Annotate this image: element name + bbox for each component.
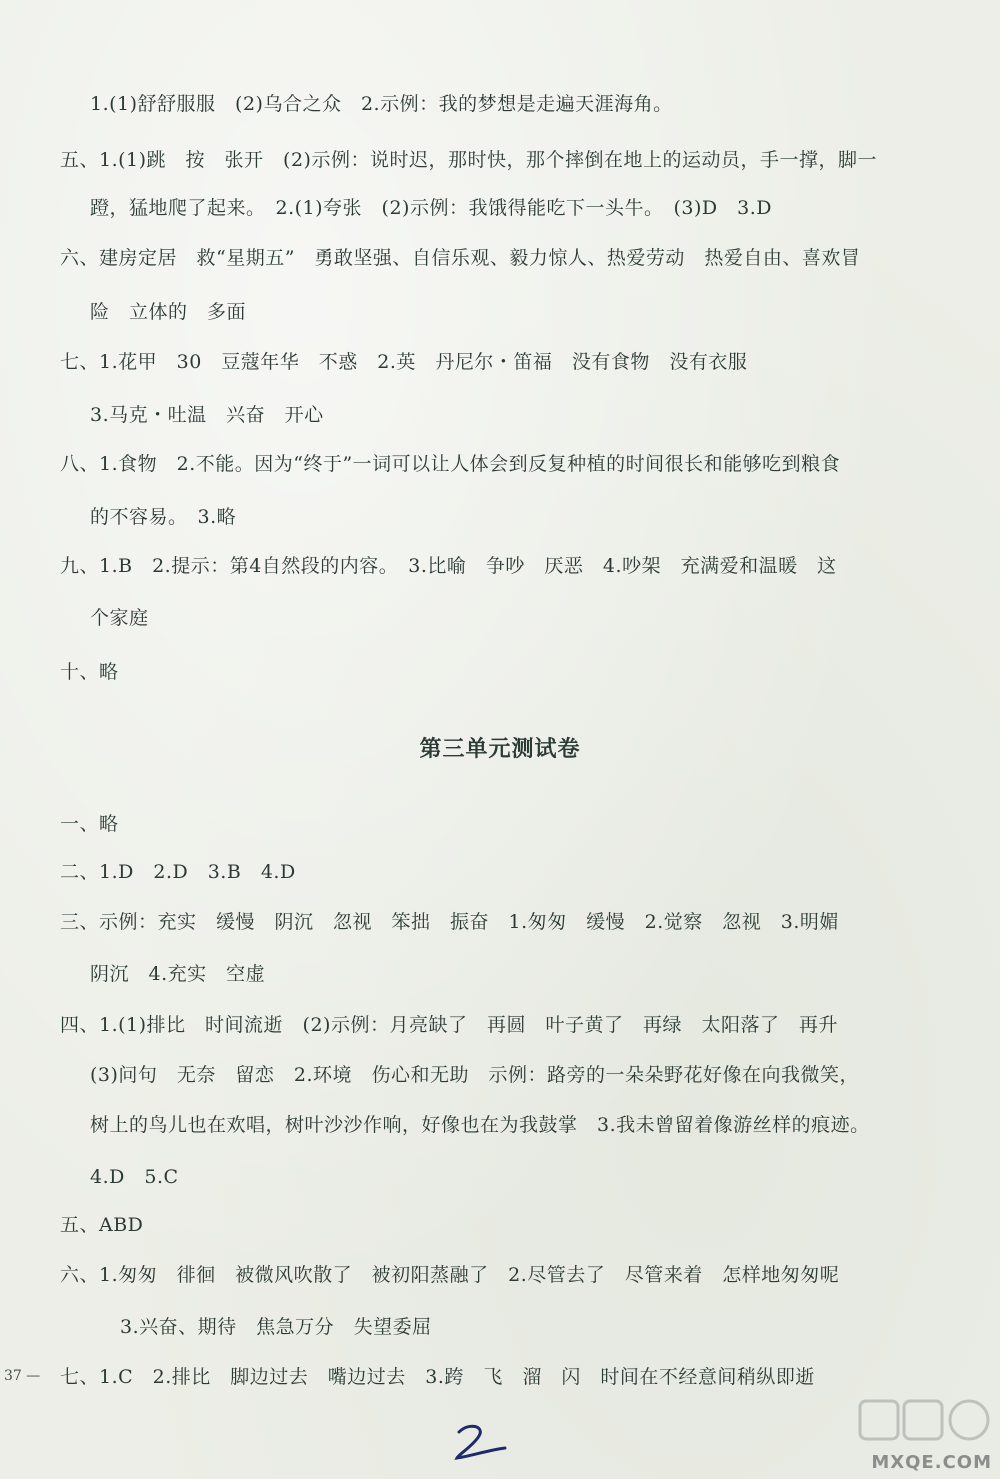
answer-line: 八、1.食物 2.不能。因为“终于”一词可以让人体会到反复种植的时间很长和能够吃到粮食 [60, 453, 841, 475]
answer-line: 六、建房定居 救“星期五” 勇敢坚强、自信乐观、毅力惊人、热爱劳动 热爱自由、喜欢冒 [60, 247, 861, 269]
answer-line: 个家庭 [90, 607, 149, 629]
answer-line: 五、1.(1)跳 按 张开 (2)示例：说时迟，那时快，那个摔倒在地上的运动员，手一撑，脚一 [60, 149, 877, 171]
answer-line: 的不容易。 3.略 [90, 506, 237, 528]
answer-line: 四、1.(1)排比 时间流逝 (2)示例：月亮缺了 再圆 叶子黄了 再绿 太阳落了 再升 [60, 1014, 838, 1036]
answer-line: 二、1.D 2.D 3.B 4.D [60, 861, 296, 883]
answer-line: 一、略 [60, 813, 119, 835]
handwritten-mark [445, 1420, 515, 1465]
answer-line: 蹬，猛地爬了起来。 2.(1)夸张 (2)示例：我饿得能吃下一头牛。 (3)D 3.D [90, 197, 772, 219]
answer-line: 六、1.匆匆 徘徊 被微风吹散了 被初阳蒸融了 2.尽管去了 尽管来着 怎样地匆匆呢 [60, 1264, 840, 1286]
answer-line: 七、1.花甲 30 豆蔻年华 不惑 2.英 丹尼尔・笛福 没有食物 没有衣服 [60, 351, 748, 373]
answer-line: 3.马克・吐温 兴奋 开心 [90, 404, 324, 426]
answer-line: 4.D 5.C [90, 1166, 179, 1188]
answer-line: 险 立体的 多面 [90, 301, 247, 323]
answer-line: 九、1.B 2.提示：第4自然段的内容。 3.比喻 争吵 厌恶 4.吵架 充满爱和温暖 这 [60, 555, 837, 577]
answer-line: 七、1.C 2.排比 脚边过去 嘴边过去 3.跨 飞 溜 闪 时间在不经意间稍纵即逝 [60, 1366, 815, 1388]
answer-line: 阴沉 4.充实 空虚 [90, 963, 266, 985]
answer-line: 十、略 [60, 661, 119, 683]
page-number: 37 — [4, 1368, 41, 1384]
watermark-text: MXQE.COM [871, 1452, 992, 1473]
answer-line: (3)问句 无奈 留恋 2.环境 伤心和无助 示例：路旁的一朵朵野花好像在向我微笑， [90, 1064, 860, 1086]
answer-line: 五、ABD [60, 1214, 144, 1236]
page-number-text: 37 [4, 1368, 22, 1384]
answer-line: 树上的鸟儿也在欢唱，树叶沙沙作响，好像也在为我鼓掌 3.我未曾留着像游丝样的痕迹。 [90, 1114, 870, 1136]
answer-line: 3.兴奋、期待 焦急万分 失望委屈 [120, 1316, 432, 1338]
section-title: 第三单元测试卷 [419, 736, 581, 762]
answer-line: 三、示例：充实 缓慢 阴沉 忽视 笨拙 振奋 1.匆匆 缓慢 2.觉察 忽视 3.明媚 [60, 911, 839, 933]
answer-line: 1.(1)舒舒服服 (2)乌合之众 2.示例：我的梦想是走遍天涯海角。 [90, 93, 673, 115]
